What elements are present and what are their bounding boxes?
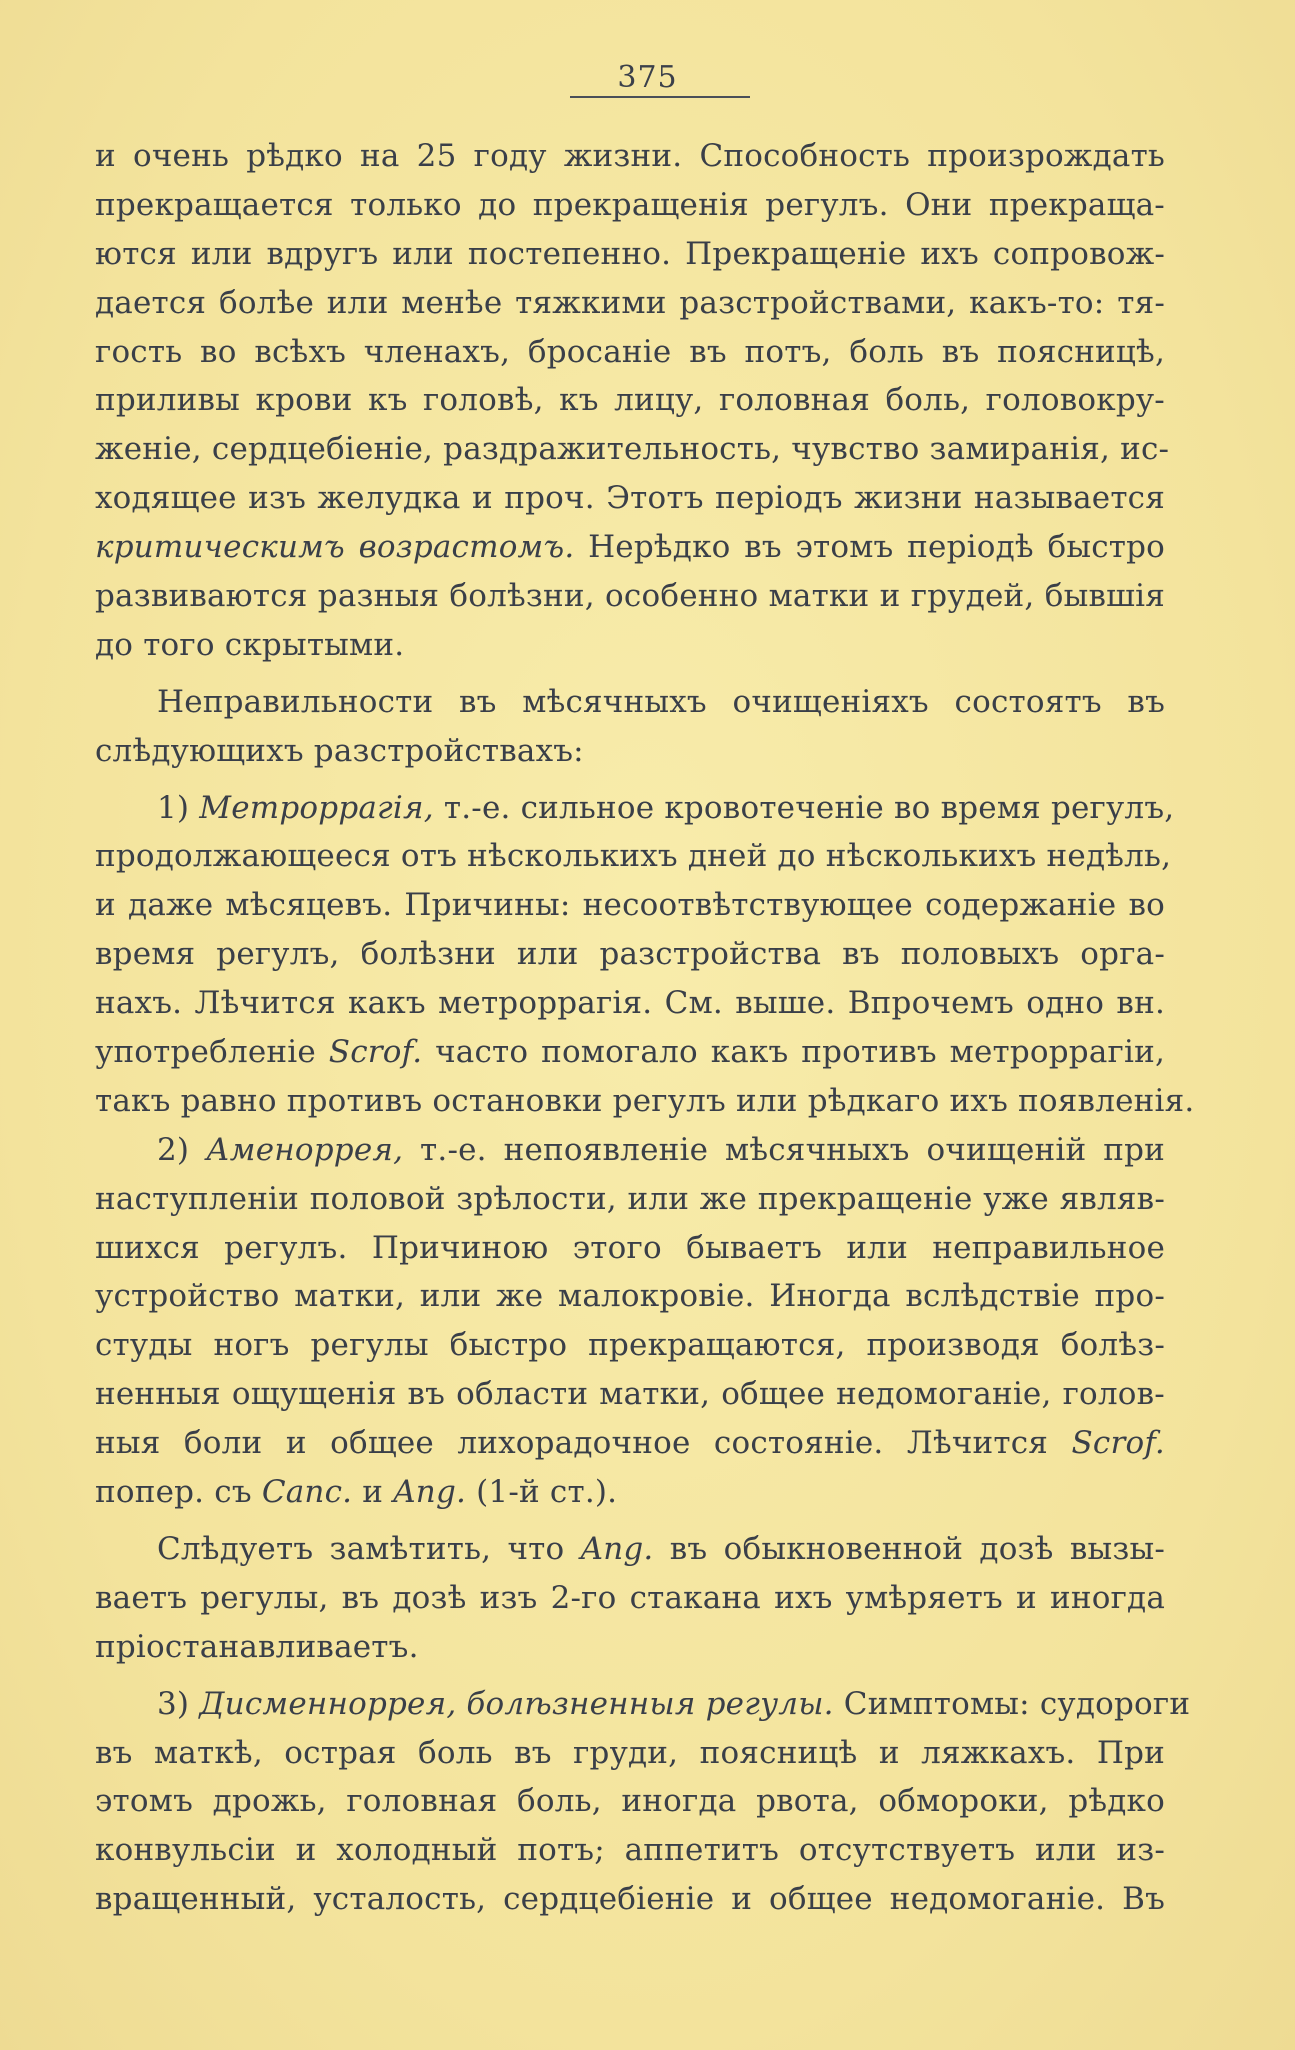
text-line: пріостанавливаетъ. bbox=[95, 1628, 419, 1665]
text-line: ваетъ регулы, въ дозѣ изъ 2-го стакана ихъ умѣряетъ и иногда bbox=[95, 1579, 1165, 1616]
text-line: критическимъ возрастомъ. Нерѣдко въ этомъ періодѣ быстро bbox=[95, 529, 1166, 566]
text-line: развиваются разныя болѣзни, особенно матки и грудей, бывшія bbox=[95, 578, 1165, 615]
text-line: женіе, сердцебіеніе, раздражительность, чувство замиранія, ис- bbox=[95, 431, 1170, 468]
text-line: продолжающееся отъ нѣсколькихъ дней до нѣсколькихъ недѣль, bbox=[95, 838, 1172, 875]
text-line: слѣдующихъ разстройствахъ: bbox=[95, 732, 584, 769]
text-line: ходящее изъ желудка и проч. Этотъ періодъ жизни называется bbox=[95, 480, 1165, 517]
text-line: дается болѣе или менѣе тяжкими разстройствами, какъ-то: тя- bbox=[95, 284, 1165, 321]
text-line: устройство матки, или же малокровіе. Иногда вслѣдствіе про- bbox=[95, 1278, 1165, 1315]
header-rule bbox=[570, 96, 750, 98]
text-line: 3) Дисменноррея, болѣзненныя регулы. Симптомы: судороги bbox=[157, 1685, 1191, 1722]
text-line: Неправильности въ мѣсячныхъ очищеніяхъ состоятъ въ bbox=[157, 683, 1165, 720]
text-line: 2) Аменоррея, т.-е. непоявленіе мѣсячныхъ очищеній при bbox=[157, 1131, 1165, 1168]
text-line: 1) Метроррагія, т.-е. сильное кровотеченіе во время регулъ, bbox=[157, 789, 1175, 826]
paragraph-gap bbox=[95, 670, 1165, 678]
text-line: студы ногъ регулы быстро прекращаются, производя болѣз- bbox=[95, 1327, 1165, 1364]
text-line: время регулъ, болѣзни или разстройства въ половыхъ орга- bbox=[95, 936, 1165, 973]
text-line: и очень рѣдко на 25 году жизни. Способность произрождать bbox=[95, 138, 1165, 174]
text-line: употребленіе Scrof. часто помогало какъ противъ метроррагіи, bbox=[95, 1034, 1166, 1071]
text-line: приливы крови къ головѣ, къ лицу, головная боль, головокру- bbox=[95, 382, 1165, 419]
paragraph-gap bbox=[95, 776, 1165, 784]
text-line: конвульсіи и холодный потъ; аппетитъ отсутствуетъ или из- bbox=[95, 1832, 1165, 1869]
text-line: такъ равно противъ остановки регулъ или рѣдкаго ихъ появленія. bbox=[95, 1082, 1195, 1119]
text-line: шихся регулъ. Причиною этого бываетъ или неправильное bbox=[95, 1229, 1165, 1266]
text-line: ныя боли и общее лихорадочное состояніе. Лѣчится Scrof. bbox=[95, 1425, 1165, 1462]
body-text bbox=[95, 132, 1195, 1924]
paragraph-gap bbox=[95, 1517, 1165, 1525]
text-line: ненныя ощущенія въ области матки, общее недомоганіе, голов- bbox=[95, 1376, 1165, 1413]
page-number: 375 bbox=[617, 60, 678, 95]
paragraph-gap bbox=[95, 1672, 1165, 1680]
text-line: этомъ дрожь, головная боль, иногда рвота, обмороки, рѣдко bbox=[95, 1783, 1165, 1820]
text-line: попер. съ Canc. и Ang. (1-й ст.). bbox=[95, 1474, 618, 1511]
text-line: Слѣдуетъ замѣтить, что Ang. въ обыкновенной дозѣ вызы- bbox=[157, 1530, 1166, 1567]
text-line: прекращается только до прекращенія регулъ. Они прекраща- bbox=[95, 186, 1165, 223]
text-line: вращенный, усталость, сердцебіеніе и общее недомоганіе. Въ bbox=[95, 1881, 1165, 1918]
text-line: въ маткѣ, острая боль въ груди, поясницѣ и ляжкахъ. При bbox=[95, 1734, 1165, 1771]
text-line: и даже мѣсяцевъ. Причины: несоотвѣтствующее содержаніе во bbox=[95, 887, 1165, 924]
text-line: гость во всѣхъ членахъ, бросаніе въ потъ, боль въ поясницѣ, bbox=[95, 333, 1165, 370]
text-line: наступленіи половой зрѣлости, или же прекращеніе уже являв- bbox=[95, 1180, 1165, 1217]
text-line: нахъ. Лѣчится какъ метроррагія. См. выше. Впрочемъ одно вн. bbox=[95, 985, 1165, 1022]
text-line: до того скрытыми. bbox=[95, 626, 405, 663]
text-line: ются или вдругъ или постепенно. Прекращеніе ихъ сопровож- bbox=[95, 235, 1165, 272]
